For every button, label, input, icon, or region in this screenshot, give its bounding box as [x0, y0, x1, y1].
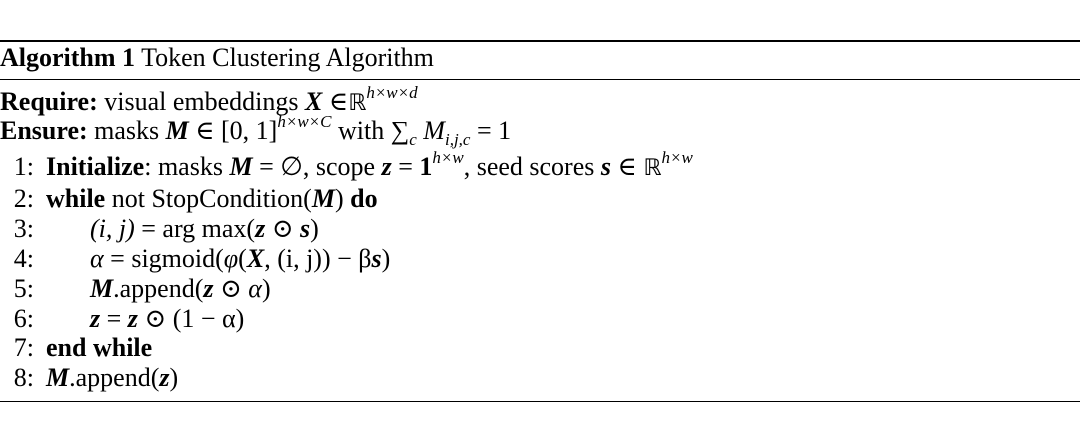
- step-body: [90, 244, 390, 274]
- caption-separator-rule: [0, 79, 1080, 80]
- step-text: ): [169, 363, 179, 392]
- do-keyword: do: [350, 184, 378, 213]
- ensure-sum-sub: c: [409, 130, 417, 149]
- var-z: z: [381, 152, 392, 181]
- algorithm-bottom-rule: [0, 401, 1080, 402]
- step-number: 8:: [13, 363, 34, 392]
- ensure-with: with: [337, 116, 385, 145]
- require-in: ∈: [328, 87, 349, 116]
- step-number: 6:: [13, 304, 34, 333]
- step-number: 1:: [13, 152, 34, 181]
- ensure-mvar-sub: i,j,c: [444, 130, 471, 149]
- var-z: z: [127, 304, 138, 333]
- require-var-x: X: [305, 87, 323, 116]
- while-keyword: while: [46, 184, 106, 213]
- ones-dims: h×w: [432, 148, 464, 167]
- require-dims: h×w×d: [366, 83, 418, 102]
- step-number: 4:: [13, 244, 34, 273]
- step-body: [90, 214, 319, 244]
- step-text: = ∅, scope: [259, 152, 376, 181]
- ensure-sum: ∑: [390, 116, 410, 145]
- odot-operator: ⊙: [144, 304, 167, 333]
- var-s: s: [300, 214, 311, 243]
- step-number: 7:: [13, 333, 34, 362]
- var-alpha: α: [90, 244, 104, 273]
- ensure-in: ∈ [0, 1]: [195, 116, 278, 145]
- step-text: ): [381, 244, 391, 273]
- step-text: =: [106, 304, 122, 333]
- real-space: ℝ: [643, 155, 662, 181]
- algorithm-top-rule: [0, 40, 1080, 42]
- ones-symbol: 1: [419, 152, 433, 181]
- step-number: 3:: [13, 214, 34, 243]
- var-s: s: [371, 244, 382, 273]
- require-text: visual embeddings: [104, 87, 299, 116]
- var-m: M: [46, 363, 70, 392]
- step-text: .append(: [69, 363, 160, 392]
- step-body: [46, 184, 378, 214]
- step-text: ): [334, 184, 344, 213]
- initialize-keyword: Initialize: [46, 152, 145, 181]
- index-tuple: (i, j): [90, 214, 135, 243]
- algorithm-caption: [0, 43, 434, 73]
- ensure-mvar: M: [423, 116, 445, 145]
- step-text: ): [261, 274, 271, 303]
- var-z: z: [203, 274, 214, 303]
- step-text: (: [238, 244, 247, 273]
- step-text: =: [398, 152, 413, 181]
- var-alpha: α: [248, 274, 262, 303]
- step-text: , seed scores: [463, 152, 595, 181]
- end-while-keyword: end while: [46, 333, 153, 362]
- algorithm-label: Algorithm 1: [0, 43, 136, 72]
- ensure-keyword: Ensure:: [0, 116, 88, 145]
- step-body: [90, 304, 244, 334]
- var-x: X: [246, 244, 265, 273]
- var-m: M: [90, 274, 114, 303]
- var-s: s: [600, 152, 612, 181]
- space-dims: h×w: [661, 148, 693, 167]
- step-text: = arg max(: [141, 214, 256, 243]
- var-m: M: [229, 152, 253, 181]
- odot-operator: ⊙: [271, 214, 294, 243]
- require-space: ℝ: [348, 90, 367, 116]
- step-text: (1 − α): [172, 304, 245, 333]
- step-text: : masks: [144, 152, 223, 181]
- ensure-line: [0, 112, 512, 149]
- var-m: M: [311, 184, 335, 213]
- step-number: 2:: [13, 184, 34, 213]
- var-phi: φ: [223, 244, 239, 273]
- step-body: [46, 148, 693, 185]
- step-body: [46, 363, 178, 393]
- step-text: = sigmoid(: [110, 244, 224, 273]
- step-text: , (i, j)) − β: [264, 244, 372, 273]
- odot-operator: ⊙: [220, 274, 242, 303]
- ensure-var-m: M: [165, 116, 189, 145]
- var-z: z: [255, 214, 266, 243]
- var-z: z: [159, 363, 170, 392]
- step-text: ∈: [617, 152, 637, 181]
- ensure-text: masks: [94, 116, 160, 145]
- step-text: not StopCondition(: [111, 184, 312, 213]
- require-keyword: Require:: [0, 87, 98, 116]
- step-body: [90, 274, 271, 304]
- ensure-eq: = 1: [476, 116, 512, 145]
- step-text: ): [310, 214, 319, 243]
- step-text: .append(: [113, 274, 204, 303]
- step-number: 5:: [13, 274, 34, 303]
- var-z: z: [90, 304, 101, 333]
- ensure-dims: h×w×C: [277, 112, 332, 131]
- algorithm-title: Token Clustering Algorithm: [141, 43, 434, 72]
